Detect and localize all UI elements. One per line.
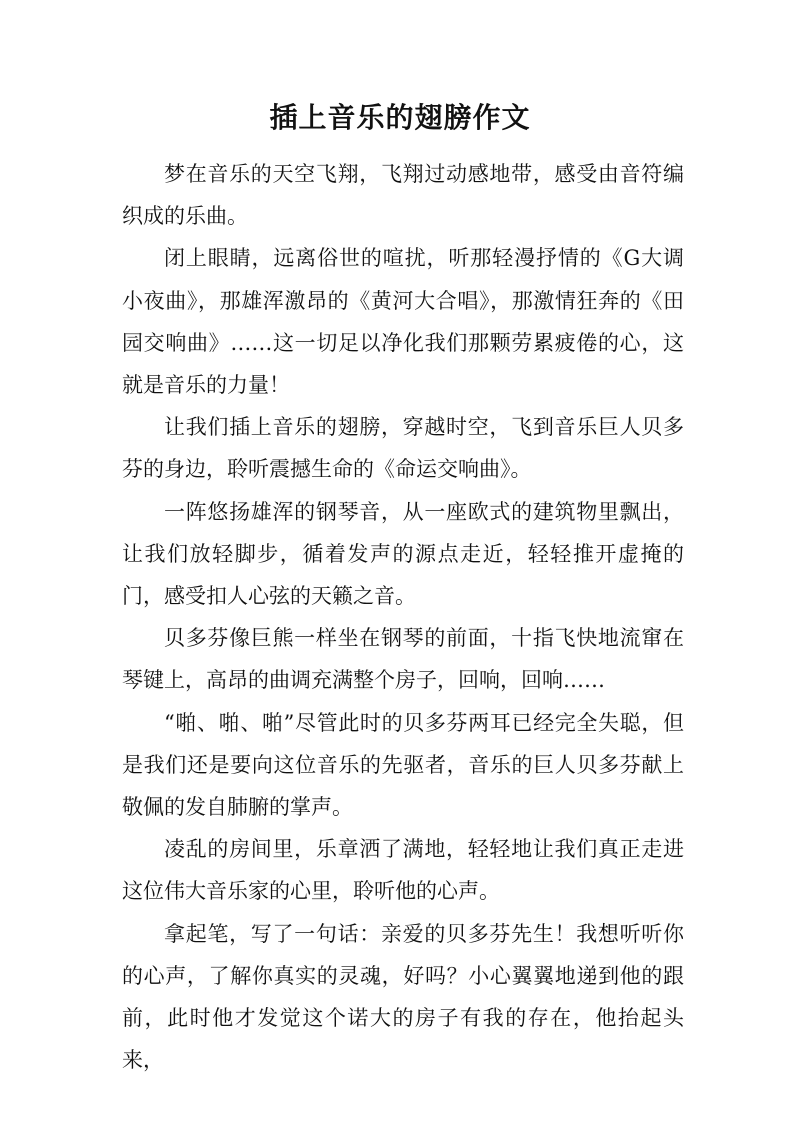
paragraph: 凌乱的房间里，乐章洒了满地，轻轻地让我们真正走进这位伟大音乐家的心里，聆听他的心声。 [122,837,684,904]
paragraph: 让我们插上音乐的翅膀，穿越时空，飞到音乐巨人贝多芬的身边，聆听震撼生命的《命运交响曲》。 [122,415,684,482]
document-title: 插上音乐的翅膀作文 [269,101,531,134]
paragraph: 一阵悠扬雄浑的钢琴音，从一座欧式的建筑物里飘出，让我们放轻脚步，循着发声的源点走近，轻轻推开虚掩的门，感受扣人心弦的天籁之音。 [122,499,684,609]
paragraph: 拿起笔，写了一句话：亲爱的贝多芬先生！我想听听你的心声，了解你真实的灵魂，好吗？小心翼翼地递到他的跟前，此时他才发觉这个诺大的房子有我的存在，他抬起头来， [122,921,684,1073]
paragraph: 梦在音乐的天空飞翔，飞翔过动感地带，感受由音符编织成的乐曲。 [122,162,684,229]
paragraph: “啪、啪、啪”尽管此时的贝多芬两耳已经完全失聪，但是我们还是要向这位音乐的先驱者，音乐的巨人贝多芬献上敬佩的发自肺腑的掌声。 [122,710,684,820]
paragraph: 贝多芬像巨熊一样坐在钢琴的前面，十指飞快地流窜在琴键上，高昂的曲调充满整个房子，回响，回响…… [122,626,684,693]
paragraph: 闭上眼睛，远离俗世的喧扰，听那轻漫抒情的《G大调小夜曲》，那雄浑激昂的《黄河大合唱》，那激情狂奔的《田园交响曲》……这一切足以净化我们那颗劳累疲倦的心，这就是音乐的力量！ [122,246,684,398]
essay-body [122,153,684,1081]
